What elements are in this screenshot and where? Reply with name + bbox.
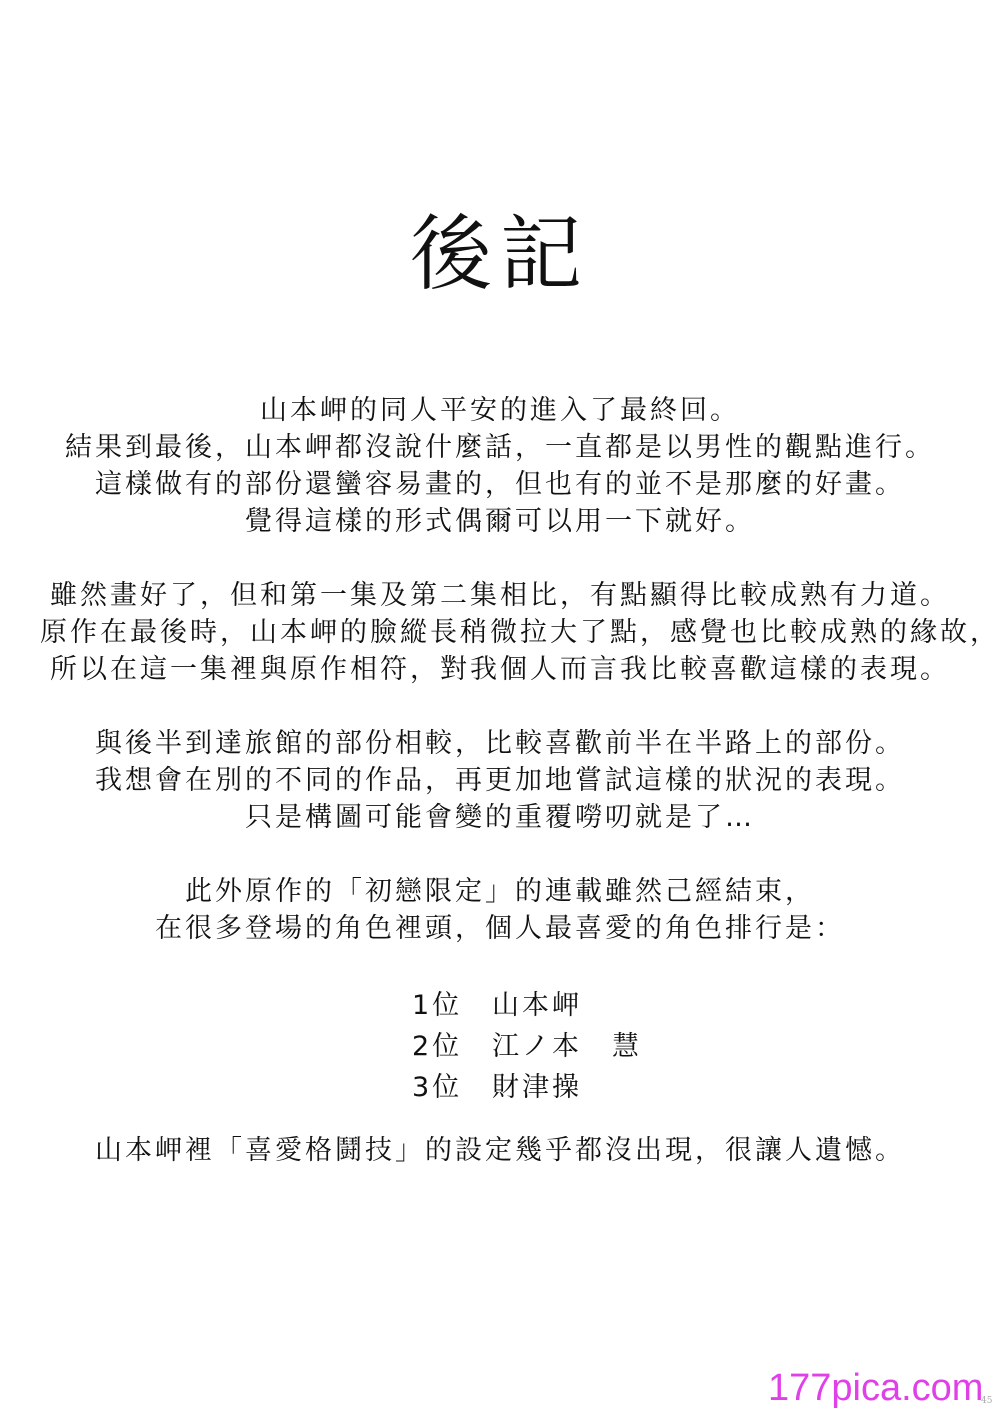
paragraph-2: [40, 577, 1000, 688]
paragraph-4: [40, 873, 960, 947]
page-title: 後記: [409, 207, 590, 302]
text-line: 山本岬的同人平安的進入了最終回。: [260, 395, 740, 426]
paragraph-5: [40, 1132, 960, 1169]
ranking-name: 山本岬: [492, 990, 582, 1021]
text-line: 所以在這一集裡與原作相符，對我個人而言我比較喜歡這樣的表現。: [50, 654, 950, 685]
text-line: 原作在最後時，山本岬的臉縱長稍微拉大了點，感覺也比較成熟的緣故，: [40, 617, 1000, 648]
ranking-name: 江ノ本 慧: [492, 1031, 642, 1062]
character-ranking-list: [412, 985, 712, 1108]
ranking-item: [412, 1067, 712, 1108]
text-line: 山本岬裡「喜愛格鬪技」的設定幾乎都沒出現，很讓人遺憾。: [95, 1135, 905, 1166]
ranking-name: 財津操: [492, 1072, 582, 1103]
text-line: 結果到最後，山本岬都沒說什麼話，一直都是以男性的觀點進行。: [65, 432, 935, 463]
site-watermark: 177pica.com: [768, 1367, 984, 1409]
ranking-position: 1位: [412, 990, 463, 1021]
text-line: 覺得這樣的形式偶爾可以用一下就好。: [245, 506, 755, 537]
text-line: 這樣做有的部份還蠻容易畫的，但也有的並不是那麼的好畫。: [95, 469, 905, 500]
ranking-item: [412, 1026, 712, 1067]
text-line: 在很多登場的角色裡頭，個人最喜愛的角色排行是：: [155, 913, 845, 944]
ranking-item: [412, 985, 712, 1026]
paragraph-3: [40, 725, 960, 836]
text-line: 雖然畫好了，但和第一集及第二集相比，有點顯得比較成熟有力道。: [50, 580, 950, 611]
text-line: 此外原作的「初戀限定」的連載雖然己經結束，: [185, 876, 815, 907]
paragraph-1: [40, 392, 960, 540]
page-number: 45: [981, 1396, 993, 1406]
ranking-position: 2位: [412, 1031, 463, 1062]
text-line: 我想會在別的不同的作品，再更加地嘗試這樣的狀況的表現。: [95, 765, 905, 796]
ranking-position: 3位: [412, 1072, 463, 1103]
text-line: 與後半到達旅館的部份相較，比較喜歡前半在半路上的部份。: [95, 728, 905, 759]
text-line: 只是構圖可能會變的重覆嘮叨就是了…: [245, 802, 755, 833]
